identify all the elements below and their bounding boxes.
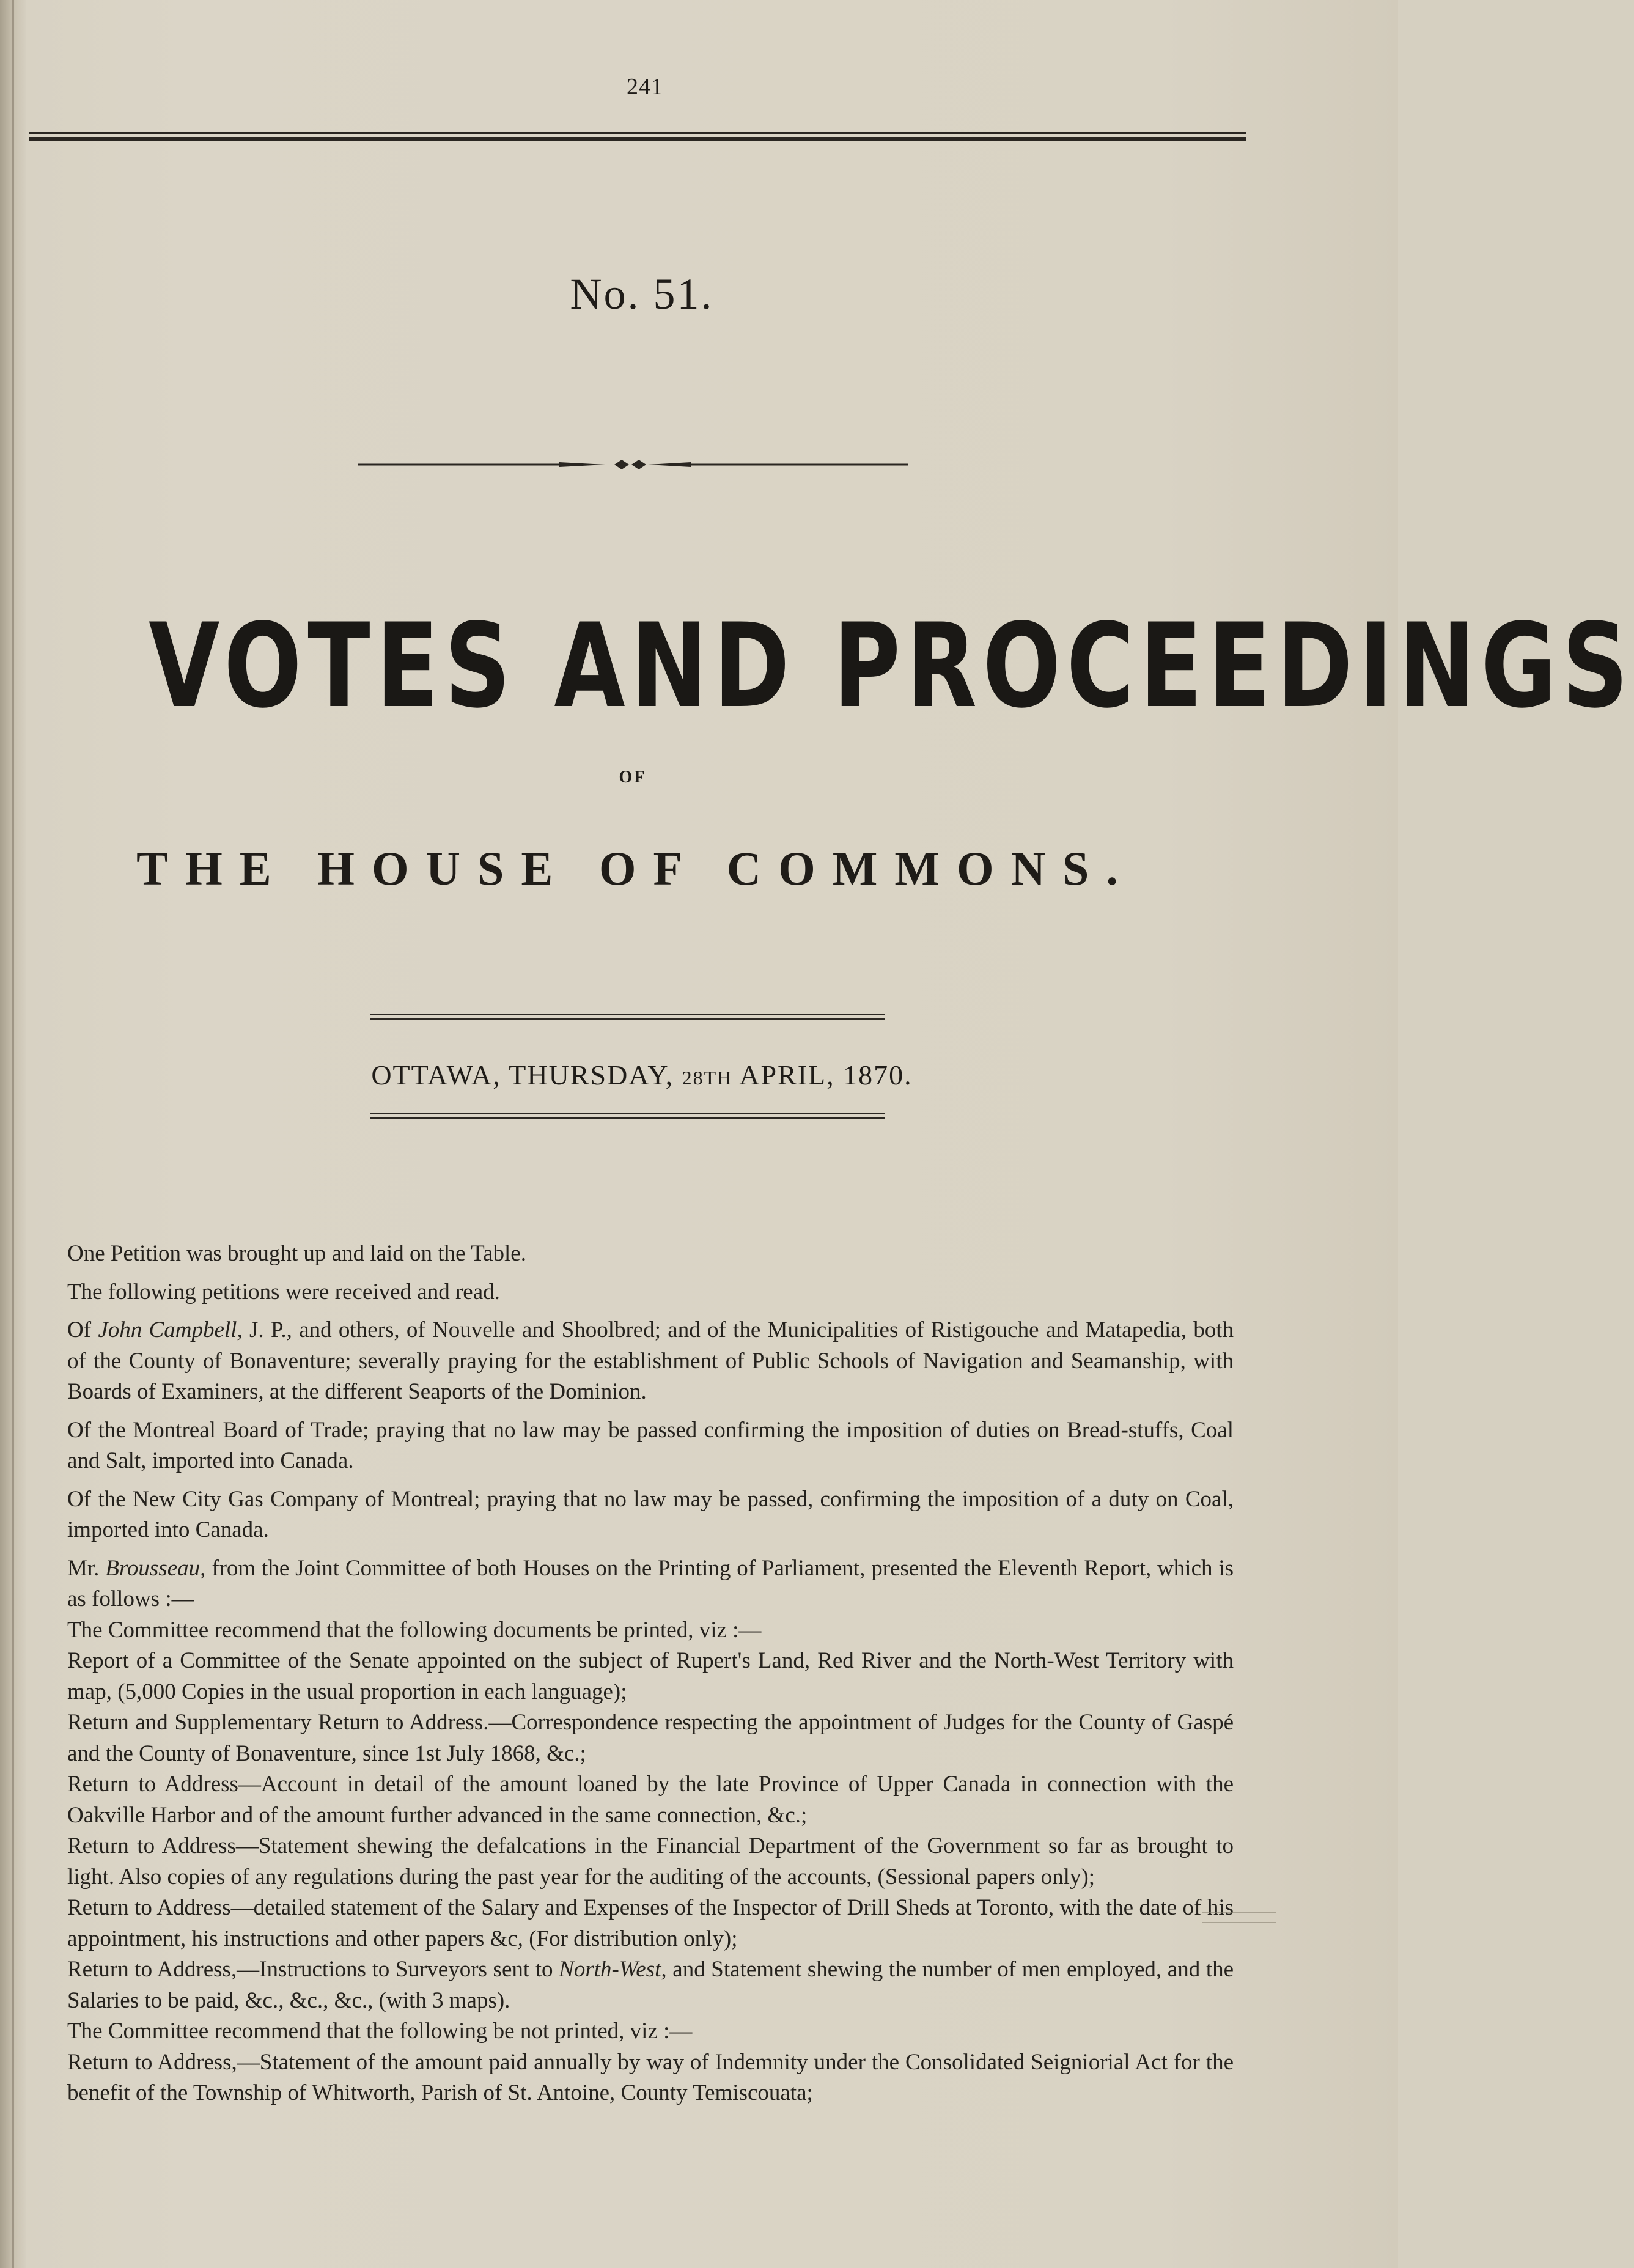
paragraph-senate-report: Report of a Committee of the Senate appointed on the subject of Rupert's Land, Red River and the North-West Territory with map, (5,000 Copies in the usual proportion in each language); — [67, 1648, 1234, 1704]
paragraph-petitions-read: The following petitions were received and read. — [67, 1279, 500, 1305]
dateline-rule-bottom — [370, 1111, 885, 1121]
paragraph-board-of-trade: Of the Montreal Board of Trade; praying that no law may be passed confirming the imposition of duties on Bread-stuffs, Coal and Salt, imported into Canada. — [67, 1417, 1234, 1473]
header-rule — [29, 130, 1246, 142]
main-title: VOTES AND PROCEEDINGS — [149, 598, 1634, 734]
dateline-day: 28TH — [682, 1067, 733, 1089]
paragraph-campbell-petition: Of John Campbell, J. P., and others, of Nouvelle and Shoolbred; and of the Municipalities of Ristigouche and Matapedia, both of the County of Bonaventure; severally praying for the establishment of Public Schools of Navigation and Seamanship, with Boards of Examiners, at the different Seaports of the Dominion. — [67, 1317, 1234, 1404]
title-of: OF — [619, 768, 647, 787]
paragraph-recommend-not-printed: The Committee recommend that the following be not printed, viz :— — [67, 2019, 693, 2044]
dateline-rule-top — [370, 1012, 885, 1022]
page-number: 241 — [627, 74, 663, 100]
paragraph-drill-sheds-return: Return to Address—detailed statement of the Salary and Expenses of the Inspector of Drill Sheds at Toronto, with the date of his appointment, his instructions and other papers &c, (For distribution only); — [67, 1895, 1234, 1951]
paragraph-petition-tabled: One Petition was brought up and laid on the Table. — [67, 1241, 526, 1266]
house-title: THE HOUSE OF COMMONS. — [136, 842, 1135, 895]
binding-fold-line — [12, 0, 14, 2268]
paragraph-judges-return: Return and Supplementary Return to Address.—Correspondence respecting the appointment of Judges for the County of Gaspé and the County of Bonaventure, since 1st July 1868, &c.; — [67, 1710, 1234, 1766]
petitioner-name: John Campbell, — [98, 1317, 243, 1342]
proceedings-body — [17, 1239, 1234, 2109]
paragraph-gas-company: Of the New City Gas Company of Montreal; praying that no law may be passed, confirming the imposition of a duty on Coal, imported into Canada. — [67, 1486, 1234, 1542]
ornament-divider — [358, 452, 908, 477]
member-name: Brousseau, — [105, 1555, 206, 1581]
paragraph-defalcations-return: Return to Address—Statement shewing the defalcations in the Financial Department of the Government so far as brought to light. Also copies of any regulations during the past year for the auditing of the accounts, (Sessional papers only); — [67, 1833, 1234, 1890]
dateline-year: 1870. — [843, 1059, 913, 1091]
place-name: North-West, — [559, 1957, 667, 1982]
paragraph-printing-report: Mr. Brousseau, from the Joint Committee of both Houses on the Printing of Parliament, presented the Eleventh Report, which is as follows :— — [67, 1555, 1234, 1611]
paragraph-recommend-printed: The Committee recommend that the following documents be printed, viz :— — [67, 1617, 762, 1643]
paragraph-surveyors-return: Return to Address,—Instructions to Surveyors sent to North-West, and Statement shewing the number of men employed, and the Salaries to be paid, &c., &c., &c., (with 3 maps). — [67, 1957, 1234, 2013]
dateline — [257, 1059, 1027, 1091]
dateline-place: OTTAWA, THURSDAY, — [371, 1059, 674, 1091]
paragraph-indemnity-return: Return to Address,—Statement of the amount paid annually by way of Indemnity under the Consolidated Seigniorial Act for the benefit of the Township of Whitworth, Parish of St. Antoine, County Temiscouata; — [67, 2049, 1234, 2105]
margin-mark — [1202, 1912, 1276, 1923]
dateline-month: APRIL, — [739, 1059, 835, 1091]
paragraph-oakville-return: Return to Address—Account in detail of the amount loaned by the late Province of Upper Canada in connection with the Oakville Harbor and of the amount further advanced in the same connection, &c.; — [67, 1772, 1234, 1828]
document-number: No. 51. — [570, 270, 714, 318]
